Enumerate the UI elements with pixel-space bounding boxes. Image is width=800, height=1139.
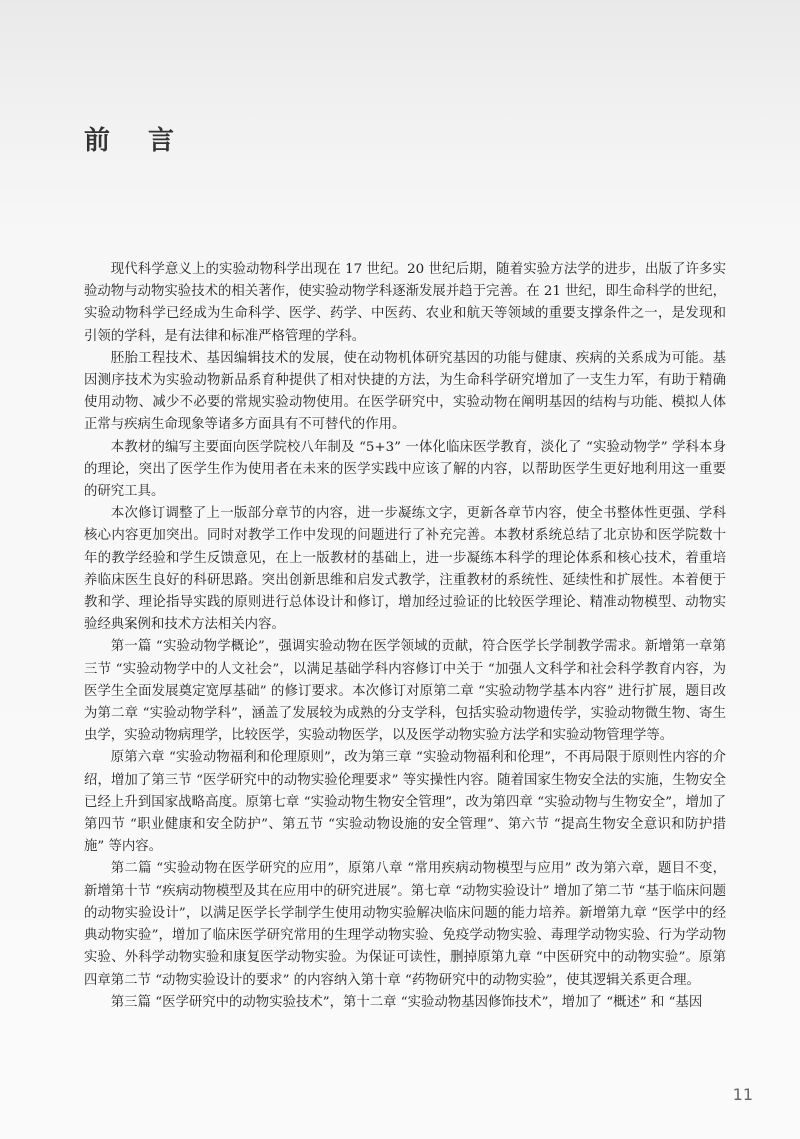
paragraph: 本教材的编写主要面向医学院校八年制及 “5+3” 一体化临床医学教育，淡化了 “实验动物学” 学科本身的理论，突出了医学生作为使用者在未来的医学实践中应该了解的内容，以帮助医学生更好地利用这一重要的研究工具。 xyxy=(84,439,726,500)
paragraph: 原第六章 “实验动物福利和伦理原则”，改为第三章 “实验动物福利和伦理”，不再局限于原则性内容的介绍，增加了第三节 “医学研究中的动物实验伦理要求” 等实操性内容。随着国家生物安全法的实施，生物安全已经上升到国家战略高度。原第七章 “实验动物生物安全管理”，改为第四章 “实验动物与生物安全”，增加了第四节 “职业健康和安全防护”、第五节 “实验动物设施的安全管理”、第六节 “提高生物安全意识和防护措施” 等内容。 xyxy=(84,750,726,855)
paragraph: 胚胎工程技术、基因编辑技术的发展，使在动物机体研究基因的功能与健康、疾病的关系成为可能。基因测序技术为实验动物新品系育种提供了相对快捷的方法，为生命科学研究增加了一支生力军，有助于精确使用动物、减少不必要的常规实验动物使用。在医学研究中，实验动物在阐明基因的结构与功能、模拟人体正常与疾病生命现象等诸多方面具有不可替代的作用。 xyxy=(84,350,726,433)
preface-body xyxy=(84,259,726,1014)
paragraph: 第一篇 “实验动物学概论”，强调实验动物在医学领域的贡献，符合医学长学制教学需求。新增第一章第三节 “实验动物学中的人文社会”，以满足基础学科内容修订中关于 “加强人文科学和社会科学教育内容，为医学生全面发展奠定宽厚基础” 的修订要求。本次修订对原第二章 “实验动物学基本内容” 进行扩展，题目改为第二章 “实验动物学科”，涵盖了发展较为成熟的分支学科，包括实验动物遗传学，实验动物微生物、寄生虫学，实验动物病理学，比较医学，实验动物医学，以及医学动物实验方法学和实验动物管理学等。 xyxy=(84,639,726,744)
page-title: 前言 xyxy=(84,126,213,156)
paragraph: 本次修订调整了上一版部分章节的内容，进一步凝练文字，更新各章节内容，使全书整体性更强、学科核心内容更加突出。同时对教学工作中发现的问题进行了补充完善。本教材系统总结了北京协和医学院数十年的教学经验和学生反馈意见，在上一版教材的基础上，进一步凝练本科学的理论体系和核心技术，着重培养临床医生良好的科研思路。突出创新思维和启发式教学，注重教材的系统性、延续性和扩展性。本着便于教和学、理论指导实践的原则进行总体设计和修订，增加经过验证的比较医学理论、精准动物模型、动物实验经典案例和技术方法相关内容。 xyxy=(84,506,726,633)
paragraph: 第三篇 “医学研究中的动物实验技术”，第十二章 “实验动物基因修饰技术”，增加了 “概述” 和 “基因 xyxy=(110,994,703,1010)
page-number: 11 xyxy=(732,1085,753,1104)
paragraph: 现代科学意义上的实验动物科学出现在 17 世纪。20 世纪后期，随着实验方法学的进步，出版了许多实验动物与动物实验技术的相关著作，使实验动物学科逐渐发展并趋于完善。在 21 世纪，即生命科学的世纪，实验动物科学已经成为生命科学、医学、药学、中医药、农业和航天等领域的重要支撑条件之一，是发现和引领的学科，是有法律和标准严格管理的学科。 xyxy=(84,262,726,344)
paragraph: 第二篇 “实验动物在医学研究的应用”，原第八章 “常用疾病动物模型与应用” 改为第六章，题目不变，新增第十节 “疾病动物模型及其在应用中的研究进展”。第七章 “动物实验设计” 增加了第二节 “基于临床问题的动物实验设计”，以满足医学长学制学生使用动物实验解决临床问题的能力培养。新增第九章 “医学中的经典动物实验”，增加了临床医学研究常用的生理学动物实验、免疫学动物实验、毒理学动物实验、行为学动物实验、外科学动物实验和康复医学动物实验。为保证可读性，删掉原第九章 “中医研究中的动物实验”。原第四章第二节 “动物实验设计的要求” 的内容纳入第十章 “药物研究中的动物实验”，使其逻辑关系更合理。 xyxy=(84,861,726,988)
